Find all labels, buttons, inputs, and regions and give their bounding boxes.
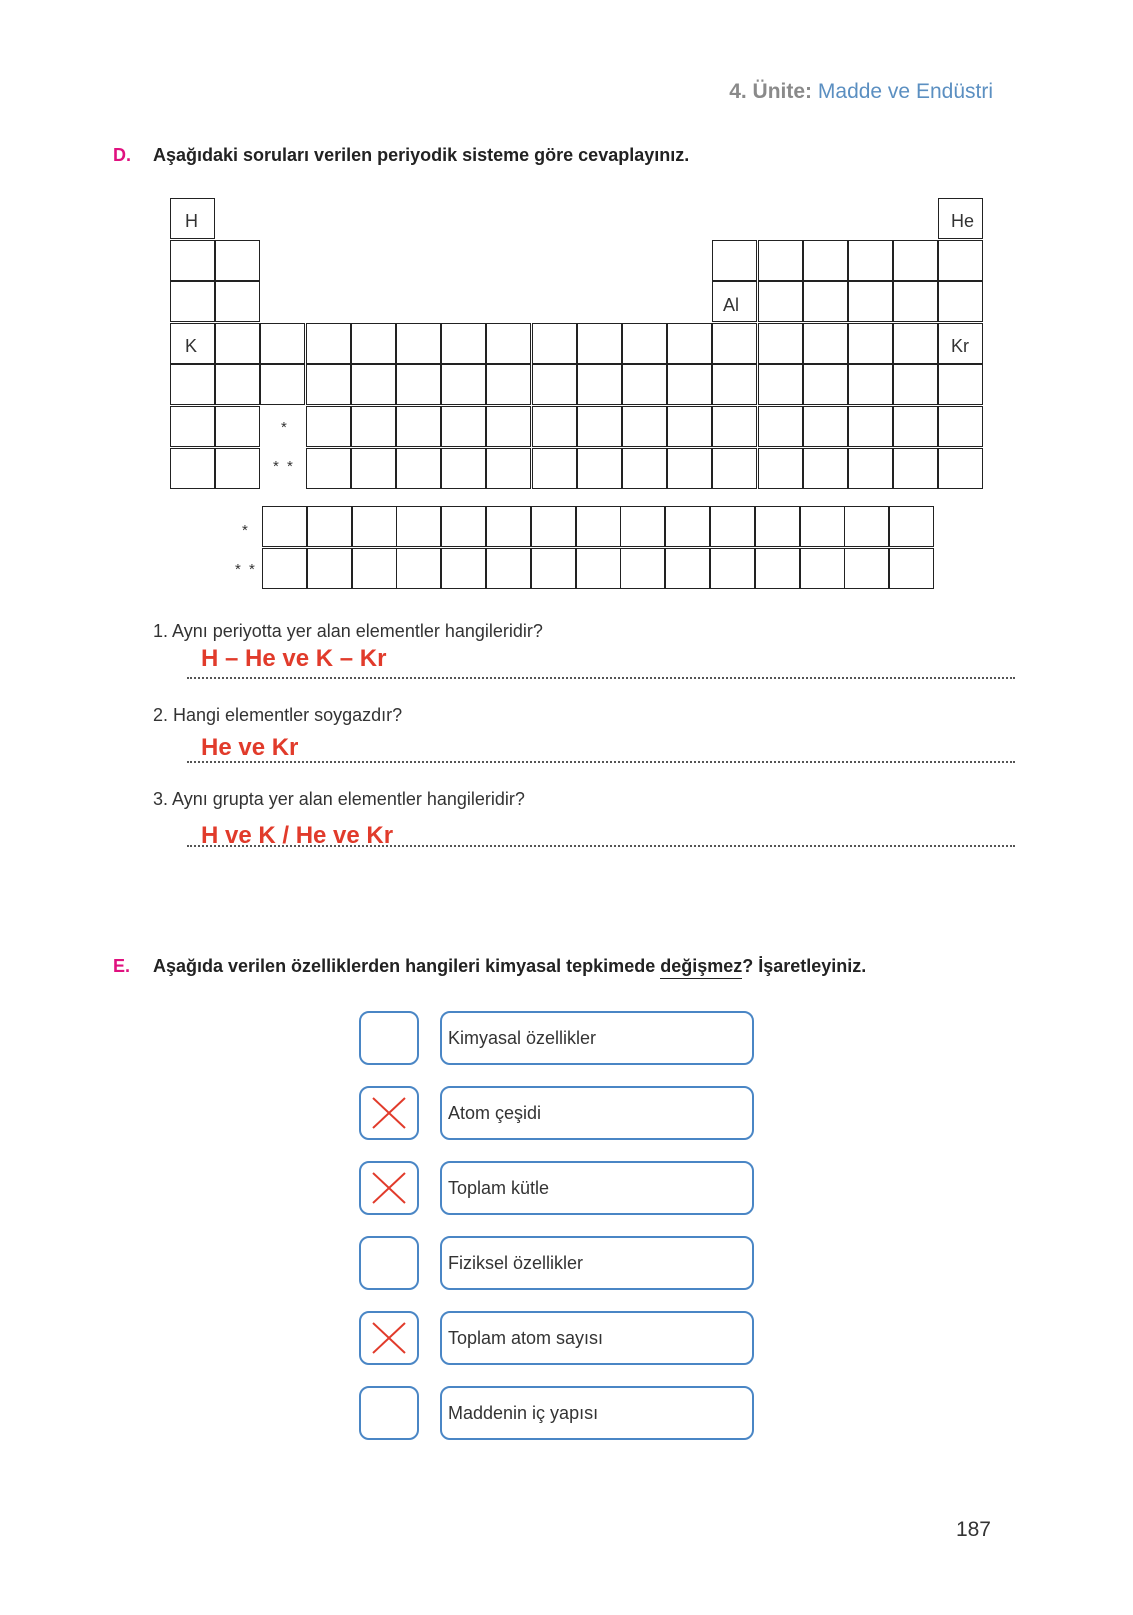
f-block-cell (755, 506, 800, 547)
table-cell (170, 406, 215, 447)
f-block-cell (576, 548, 621, 589)
section-e-letter: E. (113, 956, 131, 976)
table-cell (938, 448, 983, 489)
f-block-cell (889, 506, 934, 547)
page-number: 187 (955, 1518, 991, 1541)
f-block-cell (396, 506, 441, 547)
f-block-cell (307, 548, 352, 589)
table-cell (441, 448, 486, 489)
checkbox[interactable] (359, 1161, 419, 1215)
table-cell (260, 323, 305, 364)
table-cell (396, 448, 441, 489)
table-cell (758, 240, 803, 281)
table-cell (803, 281, 848, 322)
element-he: He (951, 211, 975, 231)
checkbox[interactable] (359, 1086, 419, 1140)
f-block-cell (620, 548, 665, 589)
table-cell (170, 240, 215, 281)
table-cell (351, 364, 396, 405)
table-cell (938, 364, 983, 405)
question-3: 3. Aynı grupta yer alan elementler hangileridir? (153, 789, 525, 809)
table-cell (803, 323, 848, 364)
table-cell (848, 281, 893, 322)
table-cell (215, 448, 260, 489)
periodic-table (0, 0, 1133, 600)
checkbox[interactable] (359, 1311, 419, 1365)
check-x-icon (371, 1321, 407, 1355)
section-e-title-keyword: değişmez (660, 956, 742, 979)
table-cell (486, 448, 531, 489)
answer-2[interactable]: He ve Kr (201, 734, 299, 761)
table-cell (306, 448, 351, 489)
f-block-cell (352, 506, 397, 547)
table-cell (758, 364, 803, 405)
question-2: 2. Hangi elementler soygazdır? (153, 705, 403, 725)
answer-line-3 (187, 845, 1015, 847)
answer-3[interactable]: H ve K / He ve Kr (201, 822, 394, 849)
f-block-cell (262, 548, 307, 589)
table-cell (215, 323, 260, 364)
check-x-icon (371, 1171, 407, 1205)
f-block-cell (800, 548, 845, 589)
table-cell (577, 323, 622, 364)
table-cell (396, 364, 441, 405)
answer-line-1 (187, 677, 1015, 679)
f-block-cell (486, 506, 531, 547)
table-cell (486, 364, 531, 405)
table-cell (758, 281, 803, 322)
f-block-cell (486, 548, 531, 589)
table-cell (622, 364, 667, 405)
table-cell (712, 448, 757, 489)
table-cell (170, 448, 215, 489)
table-cell (893, 364, 938, 405)
table-cell (577, 364, 622, 405)
f-block-cell (620, 506, 665, 547)
answer-1[interactable]: H – He ve K – Kr (201, 645, 387, 672)
table-cell (938, 240, 983, 281)
table-cell (215, 364, 260, 405)
answer-line-2 (187, 761, 1015, 763)
actinide-row-marker: * * (235, 561, 257, 578)
table-cell (848, 323, 893, 364)
table-cell (396, 406, 441, 447)
table-cell (532, 448, 577, 489)
table-cell (803, 406, 848, 447)
f-block-cell (665, 506, 710, 547)
table-cell (667, 323, 712, 364)
table-cell (893, 406, 938, 447)
f-block-cell (710, 506, 755, 547)
unit-label: 4. Ünite: (729, 80, 813, 103)
table-cell (396, 323, 441, 364)
table-cell (667, 364, 712, 405)
property-label: Toplam atom sayısı (440, 1311, 754, 1365)
lanthanide-marker: * (281, 419, 289, 436)
table-cell (622, 323, 667, 364)
table-cell (577, 448, 622, 489)
table-cell (441, 406, 486, 447)
table-cell (803, 448, 848, 489)
f-block-cell (844, 548, 889, 589)
check-x-icon (371, 1096, 407, 1130)
table-cell (532, 364, 577, 405)
section-e-title-end: ? İşaretleyiniz. (742, 956, 867, 976)
table-cell (893, 240, 938, 281)
table-cell (622, 448, 667, 489)
table-cell (170, 281, 215, 322)
f-block-cell (800, 506, 845, 547)
property-label: Atom çeşidi (440, 1086, 754, 1140)
table-cell (215, 281, 260, 322)
table-cell (486, 323, 531, 364)
f-block-cell (844, 506, 889, 547)
f-block-cell (710, 548, 755, 589)
f-block-cell (531, 506, 576, 547)
unit-name: Madde ve Endüstri (817, 80, 993, 103)
table-cell (893, 323, 938, 364)
checkbox[interactable] (359, 1236, 419, 1290)
table-cell (712, 240, 757, 281)
property-label: Fiziksel özellikler (440, 1236, 754, 1290)
table-cell (758, 448, 803, 489)
table-cell (803, 240, 848, 281)
property-label: Kimyasal özellikler (440, 1011, 754, 1065)
table-cell (170, 364, 215, 405)
checkbox[interactable] (359, 1386, 419, 1440)
f-block-cell (889, 548, 934, 589)
table-cell (938, 406, 983, 447)
table-cell (306, 406, 351, 447)
f-block-cell (665, 548, 710, 589)
table-cell (306, 364, 351, 405)
table-cell (758, 323, 803, 364)
table-cell (215, 406, 260, 447)
table-cell (893, 281, 938, 322)
question-1: 1. Aynı periyotta yer alan elementler hangileridir? (153, 621, 543, 641)
property-label: Toplam kütle (440, 1161, 754, 1215)
f-block-cell (262, 506, 307, 547)
f-block-cell (531, 548, 576, 589)
f-block-cell (441, 548, 486, 589)
section-e-title (153, 956, 866, 977)
table-cell (532, 406, 577, 447)
table-cell (622, 406, 667, 447)
table-cell (712, 406, 757, 447)
table-cell (848, 364, 893, 405)
f-block-cell (755, 548, 800, 589)
checkbox[interactable] (359, 1011, 419, 1065)
section-d-letter: D. (113, 145, 131, 165)
table-cell (260, 364, 305, 405)
table-cell (893, 448, 938, 489)
lanthanide-row-marker: * (242, 522, 250, 539)
table-cell (667, 406, 712, 447)
f-block-cell (307, 506, 352, 547)
actinide-marker: * * (273, 458, 295, 475)
element-h: H (185, 211, 198, 231)
table-cell (486, 406, 531, 447)
table-cell (215, 240, 260, 281)
table-cell (577, 406, 622, 447)
table-cell (441, 364, 486, 405)
f-block-cell (441, 506, 486, 547)
table-cell (532, 323, 577, 364)
table-cell (848, 448, 893, 489)
property-label: Maddenin iç yapısı (440, 1386, 754, 1440)
table-cell (848, 406, 893, 447)
element-k: K (185, 336, 198, 356)
table-cell (848, 240, 893, 281)
table-cell (351, 406, 396, 447)
table-cell (712, 323, 757, 364)
section-e-title-start: Aşağıda verilen özelliklerden hangileri kimyasal tepkimede (153, 956, 661, 976)
section-d-title: Aşağıdaki soruları verilen periyodik sisteme göre cevaplayınız. (153, 145, 690, 165)
table-cell (803, 364, 848, 405)
element-al: Al (723, 295, 740, 315)
table-cell (306, 323, 351, 364)
table-cell (758, 406, 803, 447)
f-block-cell (576, 506, 621, 547)
f-block-cell (352, 548, 397, 589)
table-cell (667, 448, 712, 489)
table-cell (938, 281, 983, 322)
element-kr: Kr (951, 336, 969, 356)
table-cell (712, 364, 757, 405)
f-block-cell (396, 548, 441, 589)
table-cell (351, 448, 396, 489)
table-cell (351, 323, 396, 364)
table-cell (441, 323, 486, 364)
